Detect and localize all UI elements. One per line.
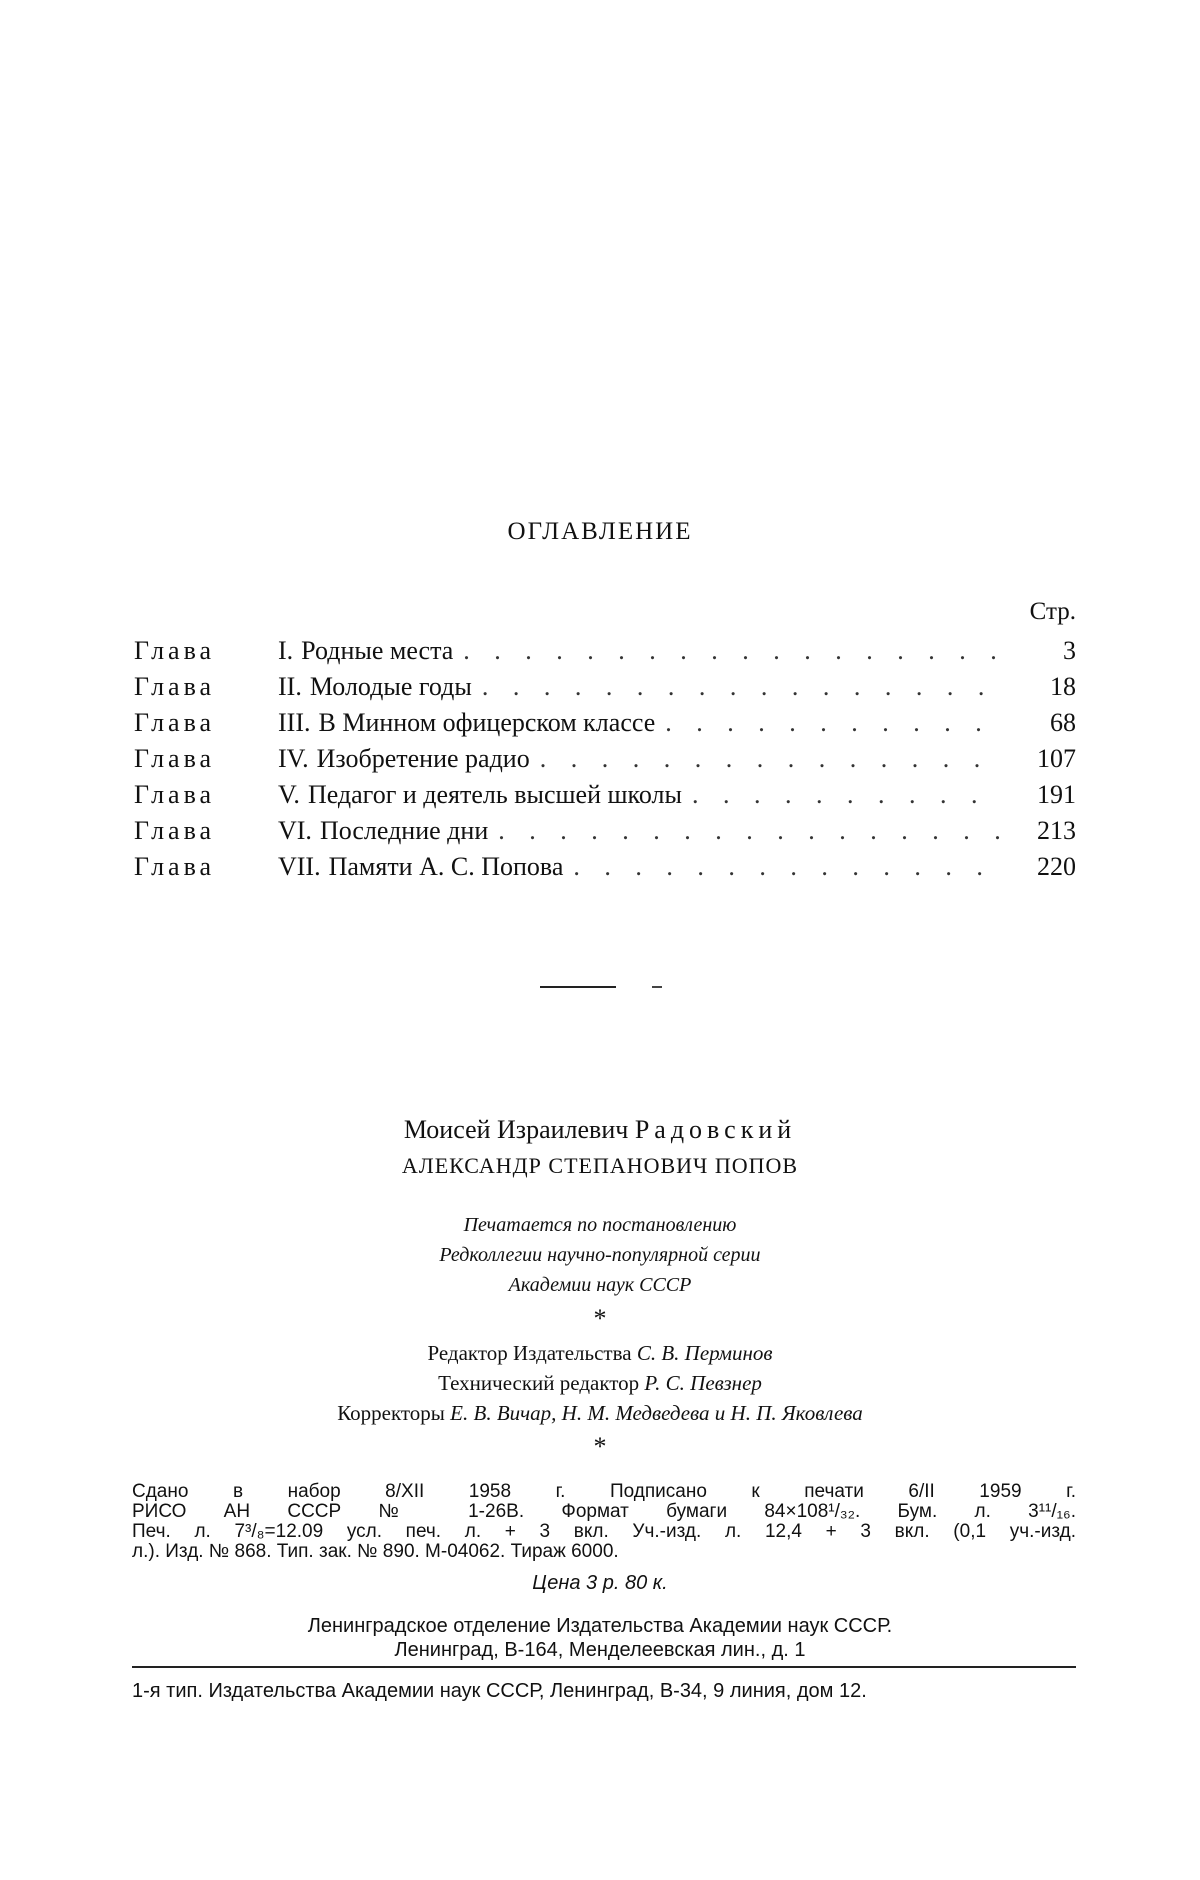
toc-entry-prefix: Глава <box>134 852 216 881</box>
publication-note-line: Печатается по постановлению <box>463 1214 737 1236</box>
publication-note <box>0 1210 1200 1300</box>
editor-line <box>0 1338 1200 1368</box>
section-divider-tail <box>652 986 662 988</box>
toc-entry <box>134 636 1076 672</box>
publication-note-line: Академии наук СССР <box>508 1274 692 1296</box>
toc-entry-number: II. <box>278 672 302 701</box>
toc-entry-title: В Минном офицерском классе <box>318 708 656 737</box>
printing-details-line: Сдано в набор 8/XII 1958 г. Подписано к печати 6/II 1959 г. <box>132 1481 1076 1502</box>
toc-entry-number: VII. <box>278 852 321 881</box>
tech-editor-label: Технический редактор <box>438 1371 640 1395</box>
toc-entry-title: Памяти А. С. Попова <box>328 852 564 881</box>
toc-page-column-label: Стр. <box>1029 598 1076 625</box>
asterisk-separator: * <box>593 1432 607 1461</box>
editor-label: Редактор Издательства <box>427 1341 632 1365</box>
price: Цена 3 р. 80 к. <box>532 1572 668 1594</box>
toc-leader-dots <box>482 672 1002 702</box>
section-divider <box>540 986 616 988</box>
author-first-name: Моисей Израилевич <box>403 1115 629 1144</box>
toc-entry <box>134 744 1076 780</box>
toc-entry <box>134 708 1076 744</box>
toc-entry-title: Педагог и деятель высшей школы <box>307 780 682 809</box>
toc-leader-dots <box>463 636 1002 666</box>
toc-entry <box>134 672 1076 708</box>
toc-heading: ОГЛАВЛЕНИЕ <box>507 518 693 545</box>
toc-entry-prefix: Глава <box>134 816 216 845</box>
author-name <box>0 1112 1200 1148</box>
publisher-line: Ленинград, В-164, Менделеевская лин., д. 1 <box>394 1639 806 1661</box>
toc-entry-page: 107 <box>1037 744 1076 773</box>
toc-entry-page: 3 <box>1063 636 1076 665</box>
printing-details-line: л.). Изд. № 868. Тип. зак. № 890. М-04062. Тираж 6000. <box>132 1541 619 1562</box>
printing-details-line: РИСО АН СССР № 1-26В. Формат бумаги 84×108¹/₃₂. Бум. л. 3¹¹/₁₆. <box>132 1501 1076 1522</box>
toc-entry-title: Молодые годы <box>309 672 472 701</box>
toc-entry <box>134 780 1076 816</box>
toc-entry-page: 68 <box>1050 708 1076 737</box>
publisher-line: Ленинградское отделение Издательства Академии наук СССР. <box>307 1615 893 1637</box>
toc-leader-dots <box>692 780 1002 810</box>
toc-leader-dots <box>573 852 1002 882</box>
toc-list <box>134 636 1076 888</box>
toc-entry-number: IV. <box>278 744 309 773</box>
toc-entry-title: Изобретение радио <box>316 744 530 773</box>
toc-entry-title: Последние дни <box>319 816 489 845</box>
imprint-block <box>0 1112 1200 1466</box>
toc-entry <box>134 852 1076 888</box>
book-title: АЛЕКСАНДР СТЕПАНОВИЧ ПОПОВ <box>401 1153 799 1178</box>
toc-entry-number: VI. <box>278 816 312 845</box>
printing-details-line: Печ. л. 7³/₈=12.09 усл. печ. л. + 3 вкл. Уч.-изд. л. 12,4 + 3 вкл. (0,1 уч.-изд. <box>132 1521 1076 1542</box>
tech-editor-name: Р. С. Певзнер <box>644 1371 762 1395</box>
toc-entry-prefix: Глава <box>134 708 216 737</box>
editor-name: С. В. Перминов <box>636 1341 773 1365</box>
toc-leader-dots <box>540 744 1002 774</box>
proofreaders-label: Корректоры <box>337 1401 445 1425</box>
toc-leader-dots <box>498 816 1002 846</box>
toc-entry-page: 191 <box>1037 780 1076 809</box>
toc-leader-dots <box>665 708 1002 738</box>
toc-entry-page: 18 <box>1050 672 1076 701</box>
proofreaders-names: Е. В. Вичар, Н. М. Медведева и Н. П. Яковлева <box>450 1401 863 1425</box>
toc-entry-prefix: Глава <box>134 780 216 809</box>
toc-entry-page: 213 <box>1037 816 1076 845</box>
toc-entry-number: III. <box>278 708 311 737</box>
toc-entry-prefix: Глава <box>134 636 216 665</box>
footer-rule <box>132 1666 1076 1668</box>
proofreaders-line <box>0 1398 1200 1428</box>
toc-entry-prefix: Глава <box>134 744 216 773</box>
asterisk-separator: * <box>593 1304 607 1333</box>
publisher-address <box>0 1614 1200 1662</box>
toc-entry-number: I. <box>278 636 294 665</box>
toc-entry-title: Родные места <box>301 636 454 665</box>
tech-editor-line <box>0 1368 1200 1398</box>
printing-details <box>132 1482 1076 1562</box>
credits <box>0 1338 1200 1428</box>
toc-entry <box>134 816 1076 852</box>
toc-entry-number: V. <box>278 780 300 809</box>
toc-entry-page: 220 <box>1037 852 1076 881</box>
author-last-name: Радовский <box>634 1115 797 1144</box>
printer-info: 1-я тип. Издательства Академии наук СССР, Ленинград, В-34, 9 линия, дом 12. <box>132 1680 867 1702</box>
toc-entry-prefix: Глава <box>134 672 216 701</box>
publication-note-line: Редколлегии научно-популярной серии <box>439 1244 761 1266</box>
